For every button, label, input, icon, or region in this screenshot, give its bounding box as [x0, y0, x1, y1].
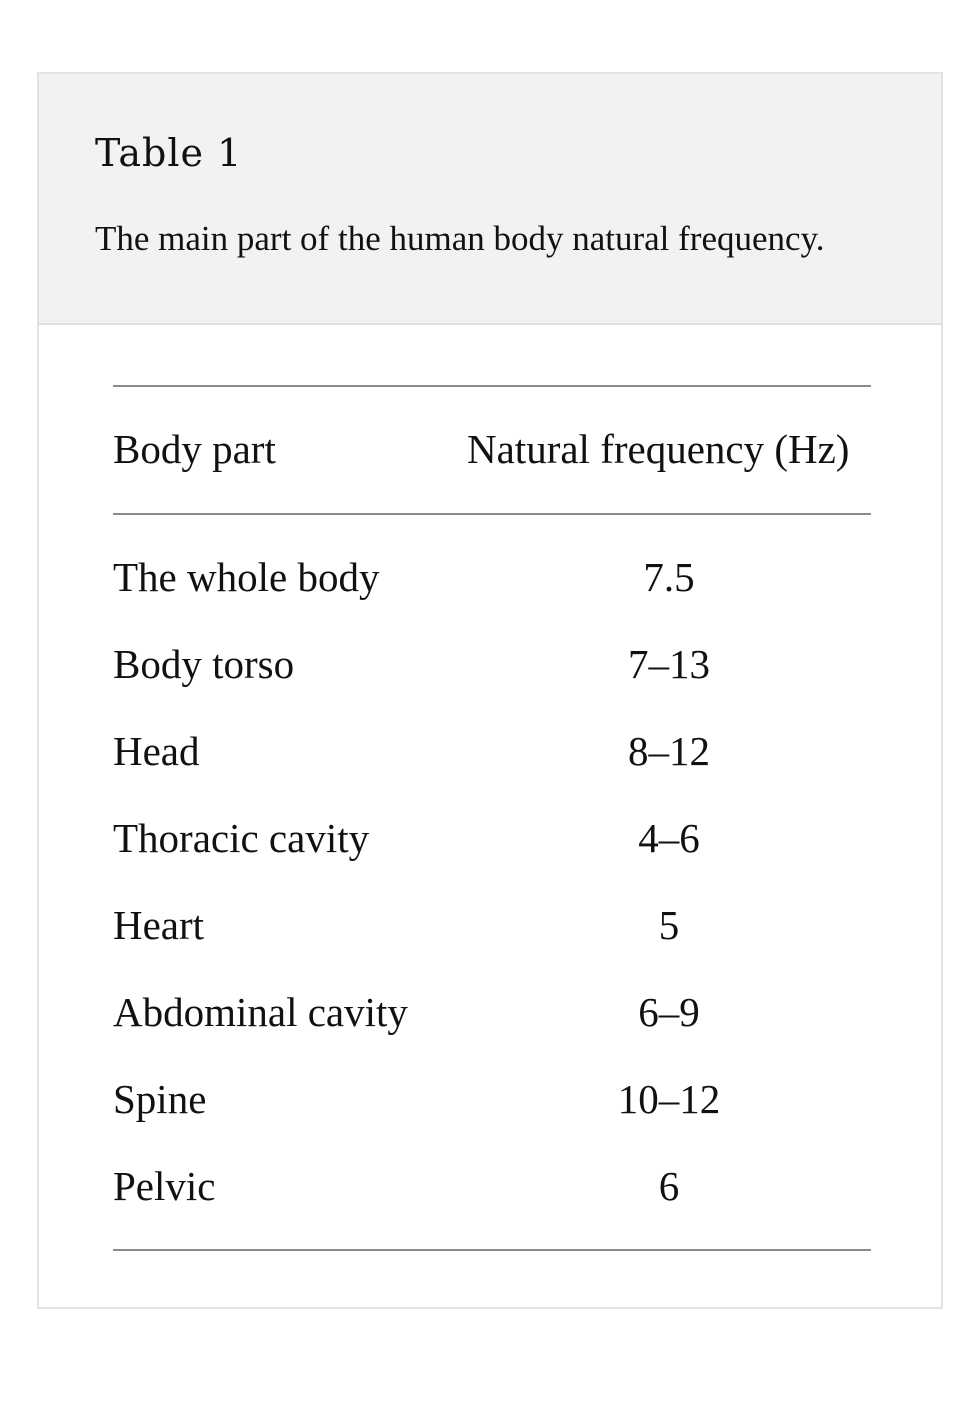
row-7-body-part: Spine [113, 1076, 207, 1122]
header-body-part: Body part [113, 426, 276, 472]
table-label: Table 1 [95, 131, 243, 175]
table-header-rule [113, 513, 871, 515]
row-8-frequency: 6 [658, 1163, 680, 1209]
table-caption-header [39, 74, 941, 325]
row-1-frequency: 7.5 [643, 554, 695, 600]
row-7-frequency: 10–12 [617, 1076, 721, 1122]
table-top-rule [113, 385, 871, 387]
row-2-frequency: 7–13 [628, 641, 710, 687]
row-6-frequency: 6–9 [638, 989, 700, 1035]
row-8-body-part: Pelvic [113, 1163, 216, 1209]
row-4-body-part: Thoracic cavity [113, 815, 370, 861]
row-3-body-part: Head [113, 728, 200, 774]
header-natural-frequency: Natural frequency (Hz) [467, 426, 850, 472]
table-caption: The main part of the human body natural frequency. [95, 219, 825, 258]
row-4-frequency: 4–6 [638, 815, 700, 861]
row-5-frequency: 5 [658, 902, 680, 948]
table-bottom-rule [113, 1249, 871, 1251]
row-6-body-part: Abdominal cavity [113, 989, 408, 1035]
row-2-body-part: Body torso [113, 641, 295, 687]
row-3-frequency: 8–12 [628, 728, 710, 774]
row-1-body-part: The whole body [113, 554, 380, 600]
table-panel [37, 72, 943, 1309]
row-5-body-part: Heart [113, 902, 205, 948]
